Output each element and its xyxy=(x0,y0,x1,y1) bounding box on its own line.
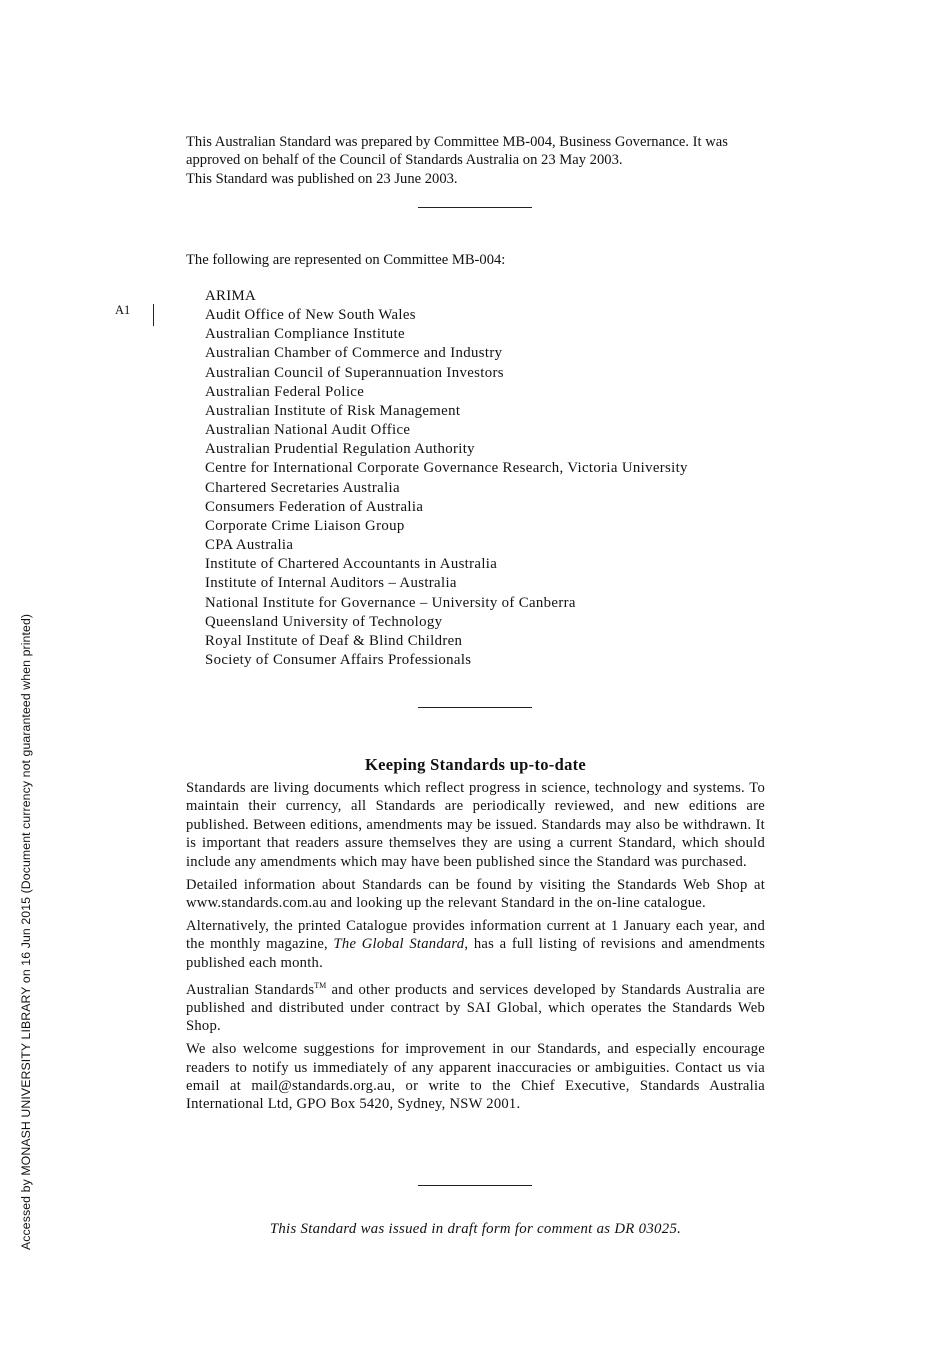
list-item: Australian Council of Superannuation Investors xyxy=(205,364,504,381)
list-item: National Institute for Governance – University of Canberra xyxy=(205,594,576,611)
trademark-mark: TM xyxy=(314,980,327,990)
amendment-label: A1 xyxy=(115,303,131,317)
paragraph: We also welcome suggestions for improvement in our Standards, and especially encourage readers to notify us immediately of any apparent inaccuracies or ambiguities. Contact us via email at mail@standards.org.au, or write to the Chief Executive, Standards Australia International Ltd, GPO Box 5420, Sydney, NSW 2001. xyxy=(186,1041,765,1113)
paragraph: Detailed information about Standards can be found by visiting the Standards Web Shop at www.standards.com.au and looking up the relevant Standard in the on-line catalogue. xyxy=(186,876,765,911)
list-item: CPA Australia xyxy=(205,537,294,554)
prepared-statement: This Australian Standard was prepared by Committee MB-004, Business Governance. It was approved on behalf of the Council of Standards Australia on 23 May 2003. xyxy=(186,134,728,169)
keeping-standards-body xyxy=(186,779,765,1118)
list-item: Australian Compliance Institute xyxy=(205,326,405,343)
section-divider xyxy=(418,1185,532,1186)
list-item: Australian Chamber of Commerce and Industry xyxy=(205,345,503,362)
list-item: Queensland University of Technology xyxy=(205,613,443,630)
keeping-standards-heading: Keeping Standards up-to-date xyxy=(364,755,587,774)
paragraph-text: , has a full listing of revisions and amendments published each month. xyxy=(186,936,765,971)
list-item: Royal Institute of Deaf & Blind Children xyxy=(205,632,463,649)
list-item: Consumers Federation of Australia xyxy=(205,498,424,515)
paragraph xyxy=(186,977,765,1036)
list-item: Australian Institute of Risk Management xyxy=(205,402,461,419)
list-item: Institute of Internal Auditors – Australia xyxy=(205,575,457,592)
access-note: Accessed by MONASH UNIVERSITY LIBRARY on 16 Jun 2015 (Document currency not guaranteed when printed) xyxy=(19,613,33,1250)
list-item: Society of Consumer Affairs Professionals xyxy=(205,651,472,668)
list-item: Corporate Crime Liaison Group xyxy=(205,517,405,534)
list-item: ARIMA xyxy=(205,288,257,304)
access-watermark xyxy=(13,590,39,1250)
list-item: Chartered Secretaries Australia xyxy=(205,479,400,496)
section-divider xyxy=(418,207,532,208)
published-statement: This Standard was published on 23 June 2003. xyxy=(186,170,458,187)
list-item: Australian National Audit Office xyxy=(205,422,411,439)
list-item: Australian Federal Police xyxy=(205,383,365,400)
draft-note: This Standard was issued in draft form for comment as DR 03025. xyxy=(269,1221,682,1237)
committee-member-list xyxy=(205,287,688,670)
committee-heading: The following are represented on Committee MB-004: xyxy=(186,252,506,268)
amendment-bar xyxy=(153,304,154,326)
paragraph-text: Australian Standards xyxy=(186,981,315,998)
list-item: Institute of Chartered Accountants in Australia xyxy=(205,556,498,573)
paragraph-text: Alternatively, the printed Catalogue provides information current at 1 January each year, and the monthly magazine, xyxy=(186,917,765,953)
list-item: Centre for International Corporate Governance Research, Victoria University xyxy=(205,460,688,477)
paragraph xyxy=(186,917,765,972)
list-item: Audit Office of New South Wales xyxy=(205,307,416,324)
list-item: Australian Prudential Regulation Authority xyxy=(205,441,475,458)
section-divider xyxy=(418,707,532,708)
magazine-title: The Global Standard xyxy=(333,936,465,953)
intro-block xyxy=(186,133,765,188)
paragraph-text: and other products and services developed by Standards Australia are published and distributed under contract by SAI Global, which operates the Standards Web Shop. xyxy=(186,981,765,1035)
paragraph: Standards are living documents which reflect progress in science, technology and systems. To maintain their currency, all Standards are periodically reviewed, and new editions are published. Between editions, amendments may be issued. Standards may also be withdrawn. It is important that readers assure themselves they are using a current Standard, which should include any amendments which may have been published since the Standard was purchased. xyxy=(186,780,765,870)
